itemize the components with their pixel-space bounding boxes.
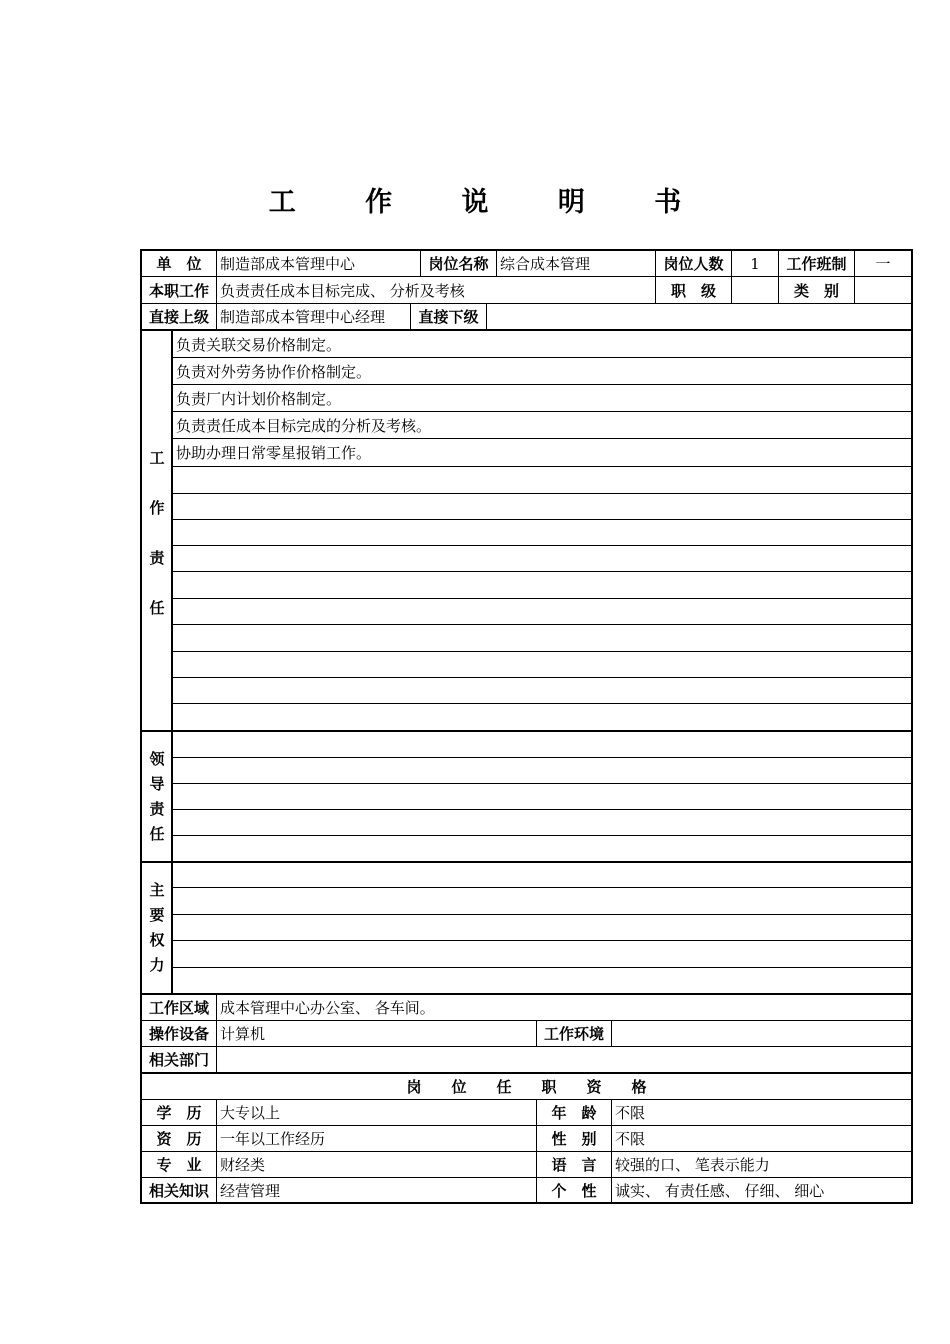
authority-label-3: 权 <box>149 931 165 949</box>
authority-label-4: 力 <box>149 956 165 974</box>
row-divider <box>172 887 911 888</box>
responsibilities-label-2: 作 <box>149 499 165 517</box>
environment-value <box>612 1021 911 1046</box>
document-title: 工 作 说 明 书 <box>268 187 712 218</box>
departments-value <box>217 1047 911 1072</box>
major-label: 专 业 <box>156 1156 202 1174</box>
subordinate-value <box>487 304 911 329</box>
row-divider <box>172 967 911 968</box>
section-divider <box>142 730 911 732</box>
section-divider <box>142 861 911 863</box>
gender-value: 不限 <box>615 1130 646 1148</box>
row-divider <box>172 914 911 915</box>
knowledge-label: 相关知识 <box>148 1181 209 1200</box>
duty-label: 本职工作 <box>148 281 209 300</box>
grade-label: 职 级 <box>670 281 716 300</box>
personality-value: 诚实、 有责任感、 仔细、 细心 <box>615 1181 825 1200</box>
responsibility-item: 负责责任成本目标完成的分析及考核。 <box>176 416 432 435</box>
row-divider <box>172 677 911 678</box>
age-value: 不限 <box>615 1104 646 1122</box>
responsibility-item: 协助办理日常零星报销工作。 <box>176 444 372 462</box>
category-value <box>855 277 911 303</box>
work-area-value: 成本管理中心办公室、 各车间。 <box>220 999 435 1017</box>
environment-label: 工作环境 <box>543 1025 604 1043</box>
responsibility-item: 负责关联交易价格制定。 <box>176 335 342 354</box>
responsibilities-label-4: 任 <box>149 599 165 617</box>
unit-value: 制造部成本管理中心 <box>220 255 356 273</box>
job-description-form <box>140 249 913 1204</box>
shift-value: 一 <box>875 255 891 273</box>
qualifications-heading: 岗 位 任 职 资 格 <box>406 1078 647 1096</box>
duty-value: 负责责任成本目标完成、 分析及考核 <box>220 281 465 300</box>
row-divider <box>172 783 911 784</box>
authority-label-1: 主 <box>149 881 165 899</box>
headcount-label: 岗位人数 <box>663 255 724 273</box>
row-divider <box>172 703 911 704</box>
unit-label: 单 位 <box>156 255 202 273</box>
row-divider <box>172 809 911 810</box>
row-divider <box>172 571 911 572</box>
language-label: 语 言 <box>551 1156 597 1174</box>
responsibilities-label-1: 工 <box>149 449 165 467</box>
leadership-label-1: 领 <box>149 750 165 768</box>
leadership-label-4: 任 <box>149 825 165 843</box>
post-name-value: 综合成本管理 <box>500 255 591 273</box>
experience-value: 一年以工作经历 <box>220 1130 326 1148</box>
row-divider <box>172 624 911 625</box>
education-value: 大专以上 <box>220 1104 281 1122</box>
leadership-label-3: 责 <box>149 800 165 818</box>
responsibility-item: 负责厂内计划价格制定。 <box>176 389 342 408</box>
gender-label: 性 别 <box>551 1130 597 1148</box>
language-value: 较强的口、 笔表示能力 <box>615 1156 770 1174</box>
grade-value <box>732 277 778 303</box>
headcount-value: 1 <box>750 254 760 273</box>
responsibilities-label-3: 责 <box>149 549 165 567</box>
post-name-label: 岗位名称 <box>428 255 489 273</box>
age-label: 年 龄 <box>551 1104 597 1122</box>
row-divider <box>172 835 911 836</box>
major-value: 财经类 <box>220 1156 266 1174</box>
departments-label: 相关部门 <box>148 1051 209 1069</box>
row-divider <box>172 598 911 599</box>
row-divider <box>172 493 911 494</box>
superior-label: 直接上级 <box>148 308 209 326</box>
equipment-value: 计算机 <box>220 1025 266 1043</box>
personality-label: 个 性 <box>551 1181 597 1200</box>
row-divider <box>172 940 911 941</box>
experience-label: 资 历 <box>156 1130 202 1148</box>
shift-label: 工作班制 <box>786 255 847 273</box>
row-divider <box>172 651 911 652</box>
subordinate-label: 直接下级 <box>418 308 479 326</box>
leadership-label-2: 导 <box>149 775 165 793</box>
authority-label-2: 要 <box>149 906 165 924</box>
knowledge-value: 经营管理 <box>220 1181 281 1200</box>
row-divider <box>172 545 911 546</box>
work-area-label: 工作区域 <box>148 999 209 1017</box>
equipment-label: 操作设备 <box>148 1025 209 1043</box>
row-divider <box>172 466 911 467</box>
row-divider <box>172 757 911 758</box>
category-label: 类 别 <box>793 281 839 300</box>
superior-value: 制造部成本管理中心经理 <box>220 308 386 326</box>
row-divider <box>172 519 911 520</box>
responsibility-item: 负责对外劳务协作价格制定。 <box>176 362 372 381</box>
education-label: 学 历 <box>156 1104 202 1122</box>
